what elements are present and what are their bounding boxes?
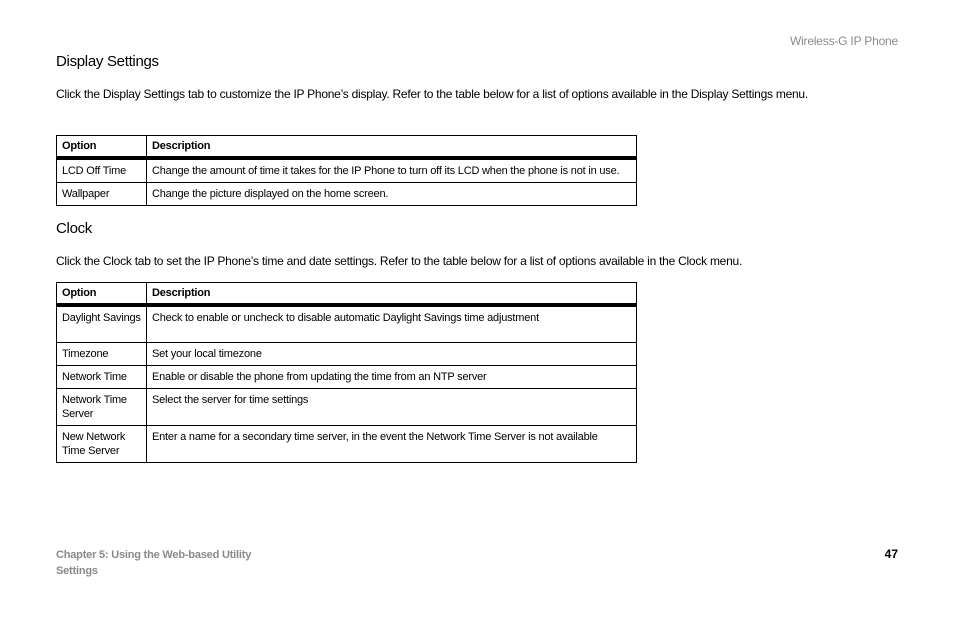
footer-chapter: Chapter 5: Using the Web-based Utility xyxy=(56,549,252,561)
display-settings-table xyxy=(56,135,637,206)
option-cell: Timezone xyxy=(57,343,147,366)
table-row xyxy=(57,343,637,366)
description-cell: Select the server for time settings xyxy=(147,389,637,426)
option-cell: New Network Time Server xyxy=(57,426,147,463)
description-cell: Check to enable or uncheck to disable automatic Daylight Savings time adjustment xyxy=(147,305,637,343)
description-cell: Enable or disable the phone from updating the time from an NTP server xyxy=(147,366,637,389)
document-footer xyxy=(56,547,251,579)
display-settings-heading: Display Settings xyxy=(56,53,159,70)
description-cell: Enter a name for a secondary time server, in the event the Network Time Server is not available xyxy=(147,426,637,463)
description-cell: Change the picture displayed on the home screen. xyxy=(147,183,637,206)
option-cell: Wallpaper xyxy=(57,183,147,206)
option-cell: LCD Off Time xyxy=(57,158,147,183)
table-header-row xyxy=(57,283,637,306)
description-cell: Change the amount of time it takes for the IP Phone to turn off its LCD when the phone is not in use. xyxy=(147,158,637,183)
clock-intro: Click the Clock tab to set the IP Phone’s time and date settings. Refer to the table below for a list of options available in the Clock menu. xyxy=(56,254,743,268)
table-header-row xyxy=(57,136,637,159)
table-row xyxy=(57,183,637,206)
clock-table xyxy=(56,282,637,463)
page-number: 47 xyxy=(884,547,898,561)
clock-heading: Clock xyxy=(56,220,93,237)
column-header-description: Description xyxy=(147,283,637,306)
footer-section: Settings xyxy=(56,565,98,577)
column-header-option: Option xyxy=(57,283,147,306)
option-cell: Network Time Server xyxy=(57,389,147,426)
table-row xyxy=(57,366,637,389)
table-row xyxy=(57,426,637,463)
option-cell: Daylight Savings xyxy=(57,305,147,343)
table-row xyxy=(57,305,637,343)
table-row xyxy=(57,158,637,183)
display-settings-intro: Click the Display Settings tab to customize the IP Phone’s display. Refer to the table below for a list of options available in the Display Settings menu. xyxy=(56,87,808,101)
description-cell: Set your local timezone xyxy=(147,343,637,366)
document-header: Wireless-G IP Phone xyxy=(789,34,898,48)
column-header-description: Description xyxy=(147,136,637,159)
table-row xyxy=(57,389,637,426)
option-cell: Network Time xyxy=(57,366,147,389)
column-header-option: Option xyxy=(57,136,147,159)
